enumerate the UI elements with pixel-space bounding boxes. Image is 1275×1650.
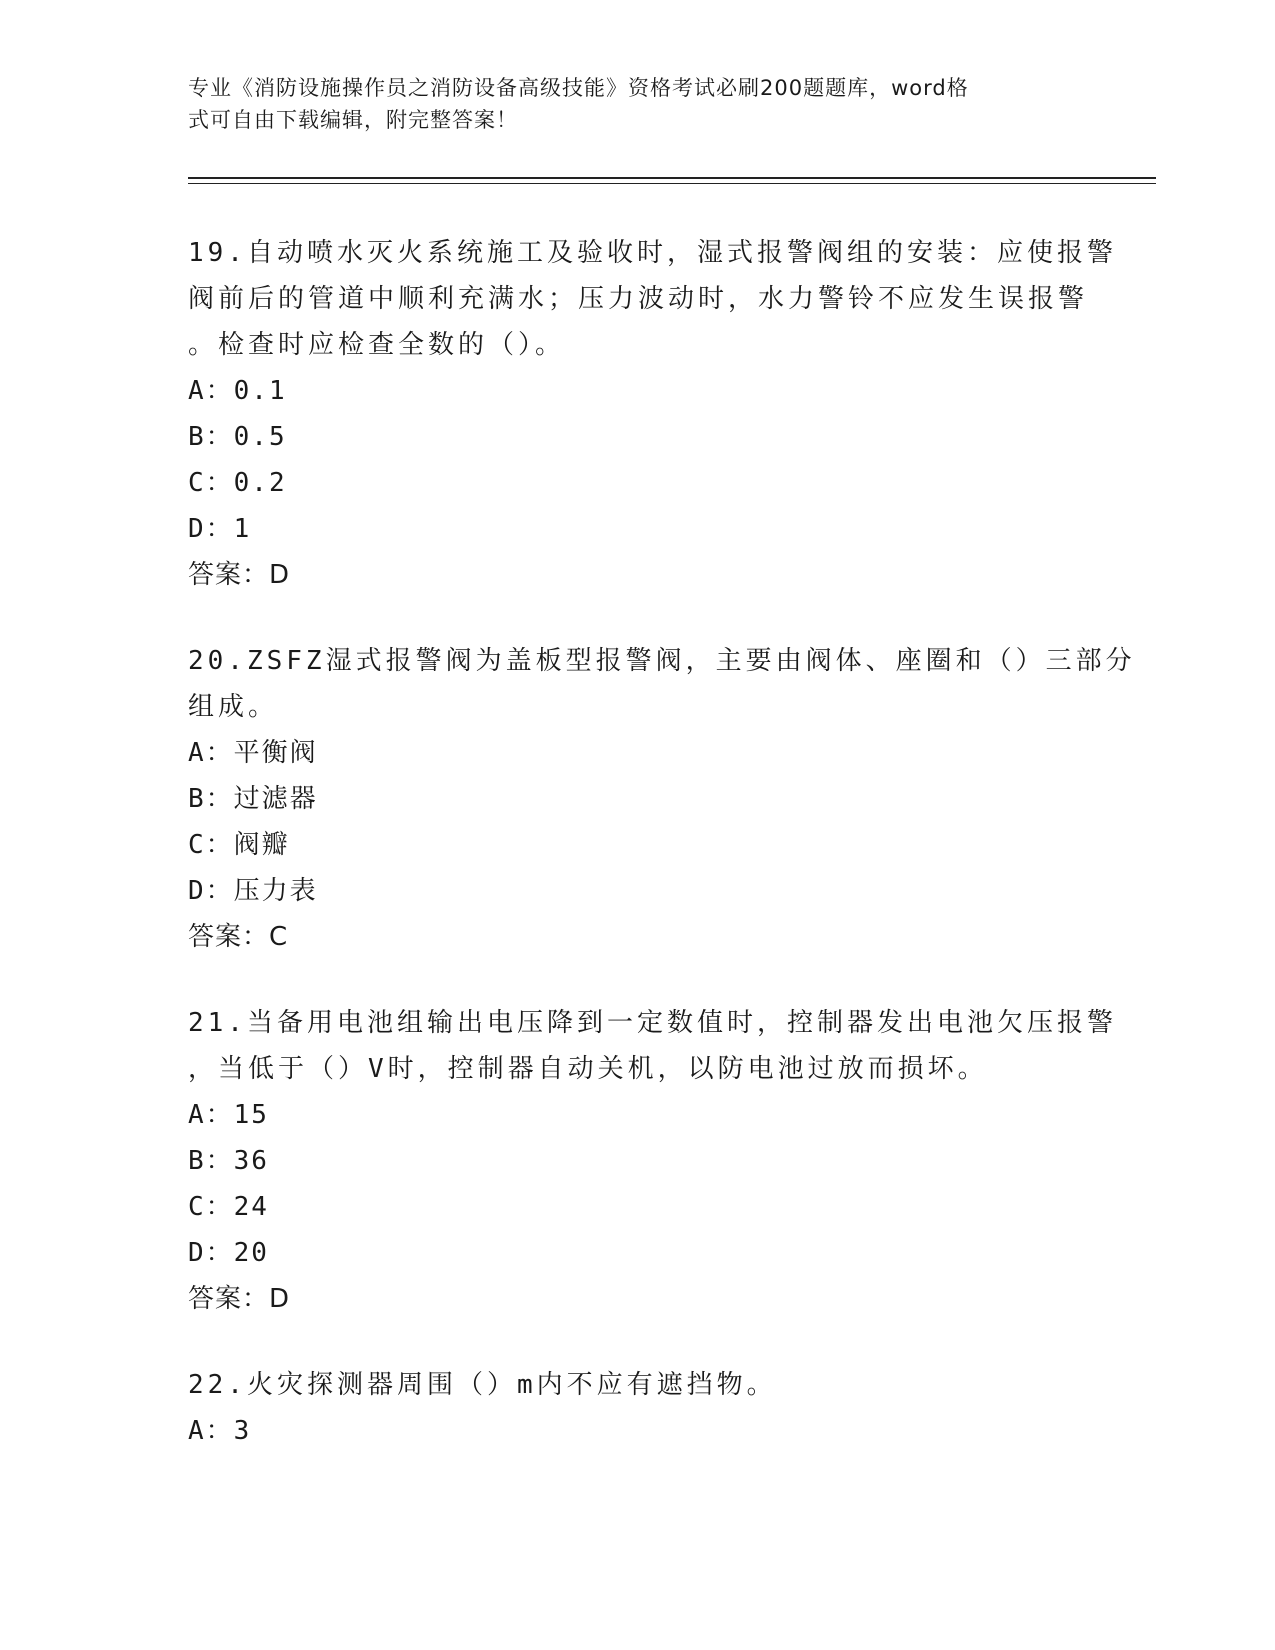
option-c: C：24	[188, 1192, 269, 1222]
option-a: A：平衡阀	[188, 738, 318, 768]
answer-line: 答案：D	[188, 560, 291, 590]
header-divider-thick	[188, 177, 1156, 179]
question-text: 。检查时应检查全数的（）。	[188, 330, 566, 360]
header-line: 式可自由下载编辑，附完整答案！	[188, 108, 518, 132]
question-text: 20.ZSFZ湿式报警阀为盖板型报警阀，主要由阀体、座圈和（）三部分	[188, 646, 1136, 676]
question-text: 22.火灾探测器周围（）m内不应有遮挡物。	[188, 1370, 777, 1400]
question-text: 21.当备用电池组输出电压降到一定数值时，控制器发出电池欠压报警	[188, 1008, 1117, 1038]
question-20	[188, 638, 1136, 960]
option-a: A：15	[188, 1100, 269, 1130]
option-a: A：0.1	[188, 376, 287, 406]
document-header	[188, 72, 1088, 136]
option-d: D：1	[188, 514, 252, 544]
question-list	[188, 230, 1136, 1494]
header-divider-thin	[188, 183, 1156, 184]
question-19	[188, 230, 1117, 598]
header-line: 专业《消防设施操作员之消防设备高级技能》资格考试必刷200题题库，word格	[188, 76, 969, 100]
option-c: C：0.2	[188, 468, 287, 498]
question-text: ，当低于（）V时，控制器自动关机，以防电池过放而损坏。	[188, 1054, 988, 1084]
question-text: 组成。	[188, 692, 279, 722]
answer-line: 答案：D	[188, 1284, 291, 1314]
option-d: D：压力表	[188, 876, 318, 906]
answer-line: 答案：C	[188, 922, 289, 952]
option-a: A：3	[188, 1416, 252, 1446]
option-b: B：过滤器	[188, 784, 318, 814]
option-b: B：36	[188, 1146, 269, 1176]
question-21	[188, 1000, 1117, 1322]
question-22	[188, 1362, 1088, 1454]
option-b: B：0.5	[188, 422, 287, 452]
question-text: 19.自动喷水灭火系统施工及验收时，湿式报警阀组的安装：应使报警	[188, 238, 1117, 268]
question-text: 阀前后的管道中顺利充满水；压力波动时，水力警铃不应发生误报警	[188, 284, 1089, 314]
option-c: C：阀瓣	[188, 830, 290, 860]
option-d: D：20	[188, 1238, 269, 1268]
